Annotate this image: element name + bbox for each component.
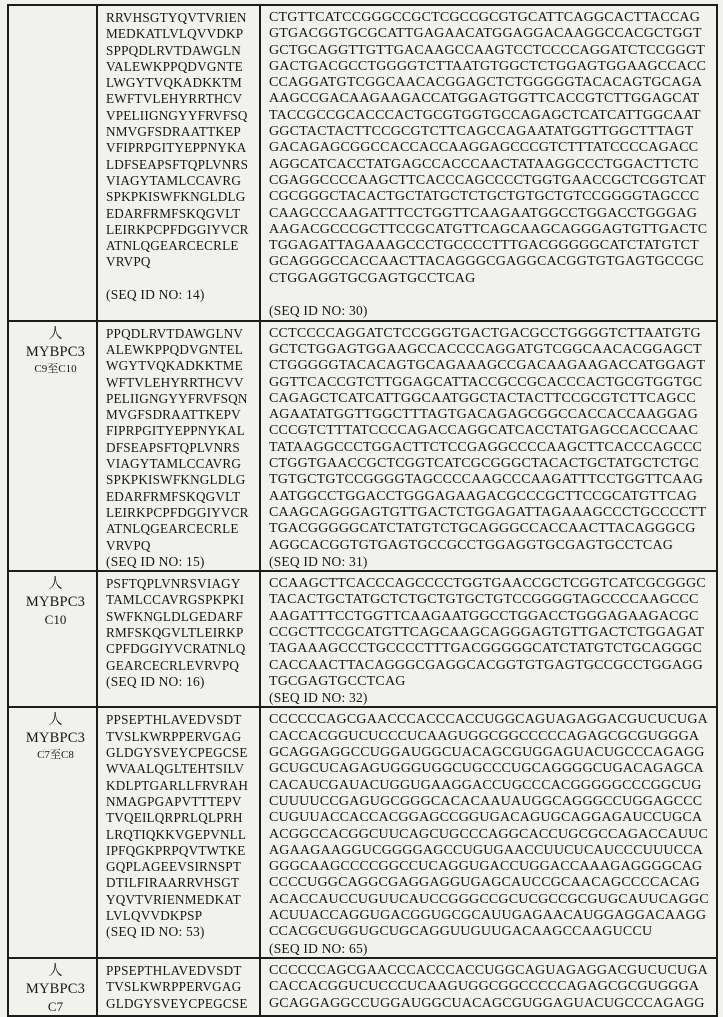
protein-seq-id-label: (SEQ ID NO: 16) — [106, 673, 205, 689]
protein-cell — [97, 5, 260, 321]
nucleotide-cell — [260, 707, 717, 957]
nucleotide-seq-id-label: (SEQ ID NO: 65) — [269, 940, 368, 956]
protein-cell — [97, 321, 260, 571]
gene-label: MYBPC3 — [25, 980, 86, 997]
label-cell — [8, 321, 97, 571]
protein-sequence: RRVHSGTYQVTVRIEN MEDKATLVLQVVDKP SPPQDLRVTDAWGLN VALEWKPPQDVGNTE LWGYTVQKADKKTM EWFTVLEHYRRTHCV VPELIIGNGYYFRVFSQ NMVGFSDRAATTKEP VFIPRPGITYEPPNYKA LDFSEAPSFTQPLVNRS VIAGYTAMLCCAVRG SPKPKISWFKNGLDLG EDARFRMFSKQGVLT LEIRKPCPFDGGIYVCR ATNLQGEARCECRLE VRVPQ — [106, 10, 249, 270]
label-cell — [8, 571, 97, 707]
nucleotide-cell — [260, 5, 717, 321]
protein-cell — [97, 571, 260, 707]
nucleotide-seq-id-label: (SEQ ID NO: 32) — [269, 690, 368, 706]
protein-cell — [97, 707, 260, 957]
protein-sequence: PPSEPTHLAVEDVSDT TVSLKWRPPERVGAG GLDGYSVEYCPEGCSE — [106, 962, 248, 1011]
gene-label: MYBPC3 — [25, 343, 86, 360]
nucleotide-cell — [260, 321, 717, 571]
nucleotide-sequence: CCTCCCCAGGATCTCCGGGTGACTGACGCCTGGGGTCTTAATGTG GCTCTGGAGTGGAAGCCACCCCAGGATGTCGGCAACACGGAGCT CTGGGGGTACACAGTGCAGAAAGCCGACAAGAAGACCATGGAGT GGTTCACCGTCTTGGAGCATTACCGCCGCACCCACTGCGTGGTGC CAGAGCTCATCATTGGCAATGGCTACTACTTCCGCGTCTTCAGCC AGAATATGGTTGGCTTTAGTGACAGAGCGGCCACCACCAAGGAG CCCGTCTTTATCCCCAGACCAGGCATCACCTATGAGCCACCCAAC TATAAGGCCCTGGACTTCTCCGAGGCCCCAAGCTTCACCCAGCCC CTGGTGAACCGCTCGGTCATCGCGGGCTACACTGCTATGCTCTGC TGTGCTGTCCGGGGTAGCCCCAAGCCCAAGATTTCCTGGTTCAAG AATGGCCTGGACCTGGGAGAAGACGCCCGCTTCCGCATGTTCAG CAAGCAGGGAGTGTTGACTCTGGAGATTAGAAAGCCCTGCCCCTT TGACGGGGGCATCTATGTCTGCAGGGCCACCAACTTACAGGGCG AGGCACGGTGTGAGTGCCGCCTGGAGGTGCGAGTGCCTCAG — [269, 325, 707, 553]
nucleotide-cell — [260, 571, 717, 707]
protein-seq-id-label: (SEQ ID NO: 15) — [106, 553, 205, 569]
nucleotide-sequence: CTGTTCATCCGGGCCGCTCGCCGCGTGCATTCAGGCACTTACCAG GTGACGGTGCGCATTGAGAACATGGAGGACAAGGCCACGCTGGT GCTGCAGGTTGTTGACAAGCCAAGTCCTCCCCAGGATCTCCGGGT GACTGACGCCTGGGGTCTTAATGTGGCTCTGGAGTGGAAGCCACC CCAGGATGTCGGCAACACGGAGCTCTGGGGGTACACAGTGCAGA AAGCCGACAAGAAGACCATGGAGTGGTTCACCGTCTTGGAGCAT TACCGCCGCACCCACTGCGTGGTGCCAGAGCTCATCATTGGCAAT GGCTACTACTTCCGCGTCTTCAGCCAGAATATGGTTGGCTTTAGT GACAGAGCGGCCACCACCAAGGAGCCCGTCTTTATCCCCAGACC AGGCATCACCTATGAGCCACCCAACTATAAGGCCCTGGACTTCTC CGAGGCCCCAAGCTTCACCCAGCCCCTGGTGAACCGCTCGGTCAT CGCGGGCTACACTGCTATGCTCTGCTGTGCTGTCCGGGGTAGCCC CAAGCCCAAGATTTCCTGGTTCAAGAATGGCCTGGACCTGGGAG AAGACGCCCGCTTCCGCATGTTCAGCAAGCAGGGAGTGTTGACTC TGGAGATTAGAAAGCCCTGCCCCTTTGACGGGGGCATCTATGTCT GCAGGGCCACCAACTTACAGGGCGAGGCACGGTGTGAGTGCCGC CTGGAGGTGCGAGTGCCTCAG — [269, 10, 708, 286]
label-cell — [8, 707, 97, 957]
protein-sequence: PSFTQPLVNRSVIAGY TAMLCCAVRGSPKPKI SWFKNGLDLGEDARF RMFSKQGVLTLEIRKP CPFDGGIYVCRATNLQ GEARCECRLEVRVPQ — [106, 576, 246, 673]
label-cell — [8, 958, 97, 1016]
species-label: 人 — [48, 963, 63, 979]
nucleotide-sequence: CCCCCCAGCGAACCCACCCACCUGGCAGUAGAGGACGUCUCUGA CACCACGGUCUCCCUCAAGUGGCGGCCCCCAGAGCGCGUGGGA GCAGGAGGCCUGGAUGGCUACAGCGUGGAGUACUGCCCAGAGG — [269, 962, 708, 1011]
species-label: 人 — [48, 577, 63, 593]
table-row — [8, 321, 717, 571]
table-row — [8, 958, 717, 1016]
domain-label: C9至C10 — [34, 362, 77, 375]
nucleotide-cell — [260, 958, 717, 1016]
table-row — [8, 571, 717, 707]
nucleotide-seq-id-label: (SEQ ID NO: 30) — [269, 303, 368, 319]
gene-label: MYBPC3 — [25, 730, 86, 747]
nucleotide-sequence: CCAAGCTTCACCCAGCCCCTGGTGAACCGCTCGGTCATCGCGGGC TACACTGCTATGCTCTGCTGTGCTGTCCGGGGTAGCCCCAAGCCC AAGATTTCCTGGTTCAAGAATGGCCTGGACCTGGGAGAAGACGC CCGCTTCCGCATGTTCAGCAAGCAGGGAGTGTTGACTCTGGAGAT TAGAAAGCCCTGCCCCTTTGACGGGGGCATCTATGTCTGCAGGGC CACCAACTTACAGGGCGAGGCACGGTGTGAGTGCCGCCTGGAGG TGCGAGTGCCTCAG — [269, 576, 706, 689]
protein-seq-id-label: (SEQ ID NO: 14) — [106, 287, 205, 303]
species-label: 人 — [48, 326, 63, 342]
domain-label: C7 — [47, 998, 64, 1014]
nucleotide-seq-id-label: (SEQ ID NO: 31) — [269, 553, 368, 569]
table-row — [8, 5, 717, 321]
protein-sequence: PPSEPTHLAVEDVSDT TVSLKWRPPERVGAG GLDGYSVEYCPEGCSE WVAALQGLTEHTSILV KDLPTGARLLFRVRAH NMAGPGAPVTTTEPV TVQEILQRPRLQLPRH LRQTIQKKVGEPVNLL IPFQGKPRPQVTWTKE GQPLAGEEVSIRNSPT DTILFIRAARRVHSGT YQVTVRIENMEDKAT LVLQVVDKPSP — [106, 712, 249, 924]
label-cell — [8, 5, 97, 321]
protein-cell — [97, 958, 260, 1016]
nucleotide-sequence: CCCCCCAGCGAACCCACCCACCUGGCAGUAGAGGACGUCUCUGA CACCACGGUCUCCCUCAAGUGGCGGCCCCCAGAGCGCGUGGGA GCAGGAGGCCUGGAUGGCUACAGCGUGGAGUACUGCCCAGAGG GCUGCUCAGAGUGGGUGGCUGCCCUGCAGGGGCUGACAGAGCA CACAUCGAUACUGGUGAAGGACCUGCCCACGGGGGCCCGGCUG CUUUUCCGAGUGCGGGCACACAAUAUGGCAGGGCCUGGAGCCC CUGUUACCACCACGGAGCCGGUGACAGUGCAGGAGAUCCUGCA ACGGCCACGGCUUCAGCUGCCCAGGCACCUGCGCCAGACCAUUC AGAAGAAGGUCGGGGAGCCUGUGAACCUUCUCAUCCCUUUCCA GGGCAAGCCCCGGCCUCAGGUGACCUGGACCAAAGAGGGGCAG CCCCUGGCAGGCGAGGAGGUGAGCAUCCGCAACAGCCCCACAG ACACCAUCCUGUUCAUCCGGGCCGCUCGCCGCGUGCAUUCAGGC ACUUACCAGGUGACGGUGCGCAUUGAGAACAUGGAGGACAAGG CCACGCUGGUGCUGCAGGUUGUUGACAAGCCAAGUCCU — [269, 712, 709, 940]
protein-sequence: PPQDLRVTDAWGLNV ALEWKPPQDVGNTEL WGYTVQKADKKTME WFTVLEHYRRTHCVV PELIIGNGYYFRVFSQN MVGFSDRAATTKEPV FIPRPGITYEPPNYKAL DFSEAPSFTQPLVNRS VIAGYTAMLCCAVRG SPKPKISWFKNGLDLG EDARFRMFSKQGVLT LEIRKPCPFDGGIYVCR ATNLQGEARCECRLE VRVPQ — [106, 325, 249, 553]
domain-label: C10 — [44, 612, 67, 628]
domain-label: C7至C8 — [37, 749, 74, 762]
species-label: 人 — [48, 713, 63, 729]
table-row — [8, 707, 717, 957]
sequence-table — [7, 4, 718, 1017]
gene-label: MYBPC3 — [25, 594, 86, 611]
protein-seq-id-label: (SEQ ID NO: 53) — [106, 924, 205, 940]
